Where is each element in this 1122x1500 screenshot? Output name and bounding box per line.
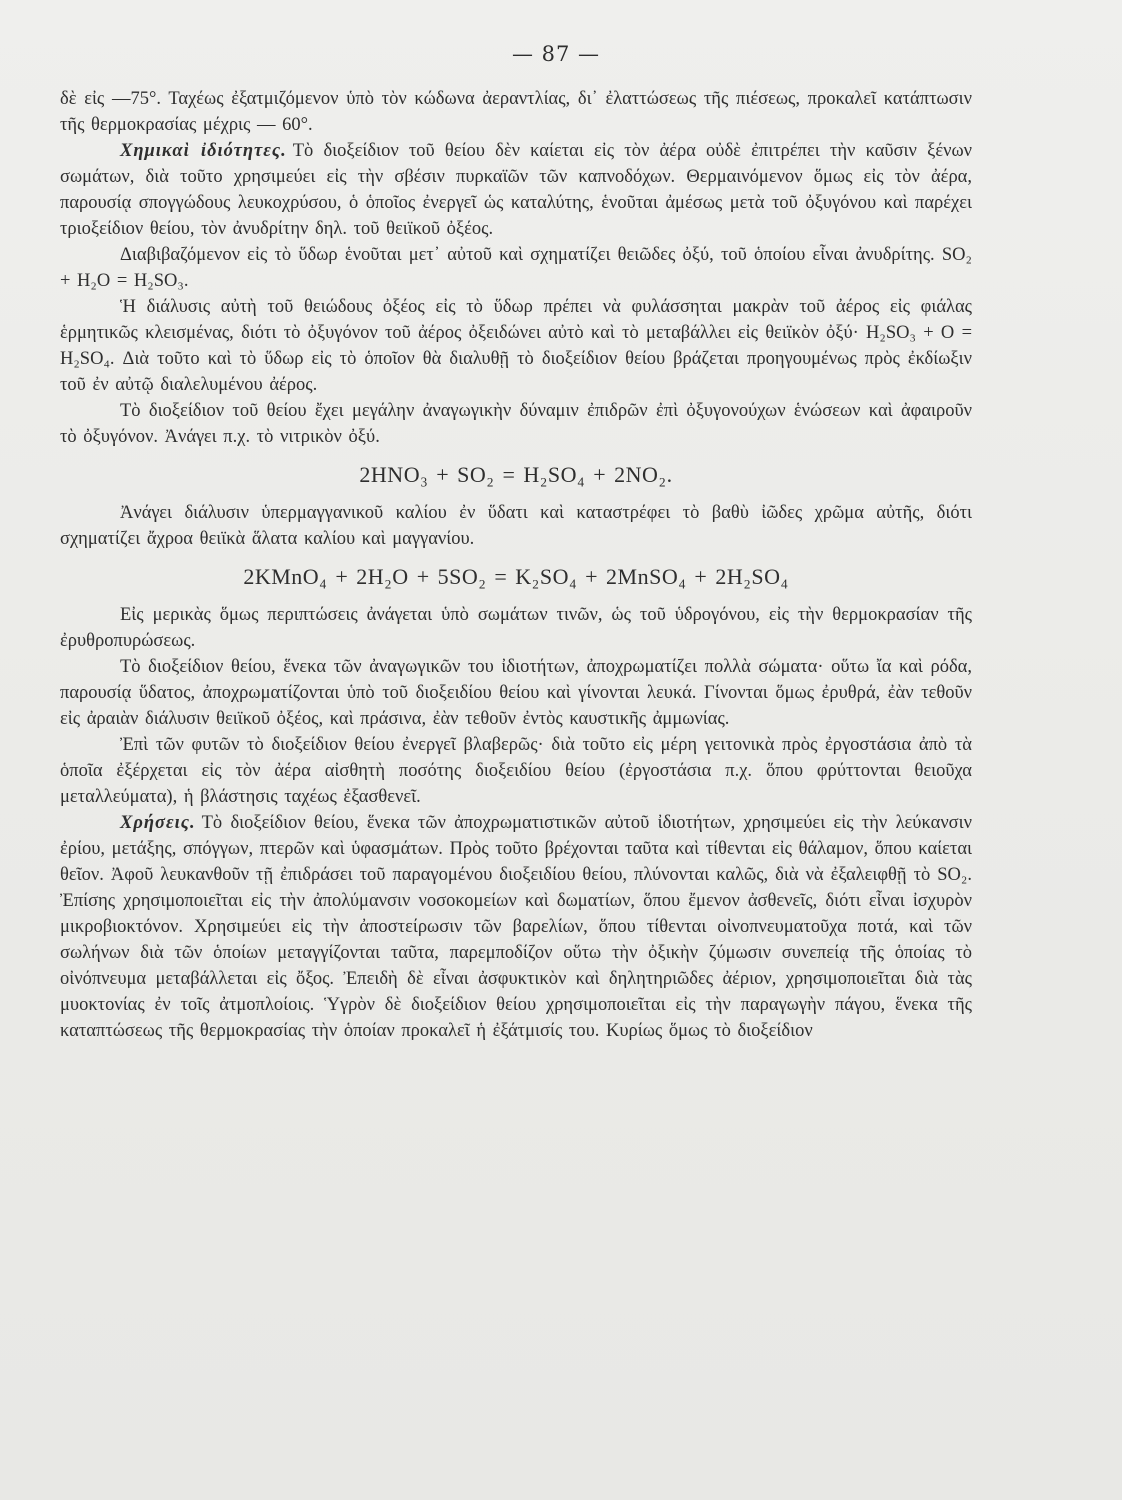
page-number: — 87 — xyxy=(511,42,601,66)
paragraph: Ἀνάγει διάλυσιν ὑπερμαγγανικοῦ καλίου ἐν ὕδατι καὶ καταστρέφει τὸ βαθὺ ἰῶδες χρῶμα αὐτῆς, διότι σχηματίζει ἄχροα θειϊκὰ ἅλατα καλίου καὶ μαγγανίου. xyxy=(60,503,972,549)
paragraph: Ἡ διάλυσις αὐτὴ τοῦ θειώδους ὀξέος εἰς τὸ ὕδωρ πρέπει νὰ φυλάσσηται μακρὰν τοῦ ἀέρος εἰς φιάλας ἑρμητικῶς κλεισμένας, διότι τὸ ὀξυγόνον τοῦ ἀέρος ὀξειδώνει αὐτὸ καὶ τὸ μεταβάλλει εἰς θειϊκὸν ὀξύ· H₂SO₃ + O = H₂SO₄. Διὰ τοῦτο καὶ τὸ ὕδωρ εἰς τὸ ὁποῖον θὰ διαλυθῇ τὸ διοξείδιον θείου βράζεται προηγουμένως πρὸς ἐκδίωξιν τοῦ ἐν αὐτῷ διαλελυμένου ἀέρος. xyxy=(60,297,972,395)
chemical-equation: 2HNO₃ + SO₂ = H₂SO₄ + 2NO₂. xyxy=(359,462,673,487)
paragraph: δὲ εἰς —75°. Ταχέως ἐξατμιζόμενον ὑπὸ τὸν κώδωνα ἀεραντλίας, δι᾽ ἐλαττώσεως τῆς πιέσεως, προκαλεῖ κατάπτωσιν τῆς θερμοκρασίας μέχρις — 60°. xyxy=(60,89,972,135)
paragraph-chemical-properties xyxy=(60,138,972,242)
paragraph: Εἰς μερικὰς ὅμως περιπτώσεις ἀνάγεται ὑπὸ σωμάτων τινῶν, ὡς τοῦ ὑδρογόνου, εἰς τὴν θερμοκρασίαν τῆς ἐρυθροπυρώσεως. xyxy=(60,605,972,651)
paragraph: Τὸ διοξείδιον θείου, ἕνεκα τῶν ἀναγωγικῶν του ἰδιοτήτων, ἀποχρωματίζει πολλὰ σώματα· οὕτω ἴα καὶ ρόδα, παρουσίᾳ ὕδατος, ἀποχρωματίζονται ὑπὸ τοῦ διοξειδίου θείου καὶ γίνονται λευκά. Γίνονται ὅμως ἐρυθρά, ἐὰν τεθοῦν εἰς ἀραιὰν διάλυσιν θειϊκοῦ ὀξέος, καὶ πράσινα, ἐὰν τεθοῦν ἐντὸς καυστικῆς ἀμμωνίας. xyxy=(60,657,972,729)
page-body xyxy=(60,86,972,1044)
paragraph-text: Τὸ διοξείδιον τοῦ θείου δὲν καίεται εἰς τὸν ἀέρα οὐδὲ ἐπιτρέπει τὴν καῦσιν ξένων σωμάτων, διὰ τοῦτο χρησιμεύει εἰς τὴν σβέσιν πυρκαϊῶν τῶν καπνοδόχων. Θερμαινόμενον ὅμως εἰς τὸν ἀέρα, παρουσίᾳ σπογγώδους λευκοχρύσου, ὁ ὁποῖος ἐνεργεῖ ὡς καταλύτης, ἑνοῦται ἀμέσως μετὰ τοῦ ὀξυγόνου καὶ παρέχει τριοξείδιον θείου, τὸν ἀνυδρίτην δηλ. τοῦ θειϊκοῦ ὀξέος. xyxy=(60,141,972,239)
section-heading: Χημικαὶ ἰδιότητες. xyxy=(120,141,287,161)
paragraph-uses xyxy=(60,810,972,1044)
paragraph: Διαβιβαζόμενον εἰς τὸ ὕδωρ ἑνοῦται μετ᾽ αὐτοῦ καὶ σχηματίζει θειῶδες ὀξύ, τοῦ ὁποίου εἶναι ἀνυδρίτης. SO₂ + H₂O = H₂SO₃. xyxy=(60,245,972,291)
paragraph: Τὸ διοξείδιον τοῦ θείου ἔχει μεγάλην ἀναγωγικὴν δύναμιν ἐπιδρῶν ἐπὶ ὀξυγονούχων ἑνώσεων καὶ ἀφαιροῦν τὸ ὀξυγόνον. Ἀνάγει π.χ. τὸ νιτρικὸν ὀξύ. xyxy=(60,401,972,447)
paragraph: Ἐπὶ τῶν φυτῶν τὸ διοξείδιον θείου ἐνεργεῖ βλαβερῶς· διὰ τοῦτο εἰς μέρη γειτονικὰ πρὸς ἐργοστάσια ἀπὸ τὰ ὁποῖα ἐξέρχεται εἰς τὸν ἀέρα αἰσθητὴ ποσότης διοξειδίου θείου (ἐργοστάσια π.χ. ὅπου φρύττονται θειοῦχα μεταλλεύματα), ἡ βλάστησις ταχέως ἐξασθενεῖ. xyxy=(60,735,972,807)
paragraph-text: Τὸ διοξείδιον θείου, ἕνεκα τῶν ἀποχρωματιστικῶν αὐτοῦ ἰδιοτήτων, χρησιμεύει εἰς τὴν λεύκανσιν ἐρίου, μετάξης, σπόγγων, πτερῶν καὶ ὑφασμάτων. Πρὸς τοῦτο βρέχονται ταῦτα καὶ τίθενται εἰς θάλαμον, ὅπου καίεται θεῖον. Ἀφοῦ λευκανθοῦν τῇ ἐπιδράσει τοῦ παραγομένου διοξειδίου θείου, πλύνονται καλῶς, διὰ νὰ ἐξαλειφθῇ τὸ SO₂. Ἐπίσης χρησιμοποιεῖται εἰς τὴν ἀπολύμανσιν νοσοκομείων καὶ δωματίων, ὅπου ἔμενον ἀσθενεῖς, διότι εἶναι ἰσχυρὸν μικροβιοκτόνον. Χρησιμεύει εἰς τὴν ἀποστείρωσιν τῶν βαρελίων, ὅπου τίθενται οἰνοπνευματοῦχα ποτά, καὶ τῶν σωλήνων διὰ τῶν ὁποίων μεταγγίζονται ταῦτα, παρεμποδίζον οὕτω τὴν ὀξικὴν ζύμωσιν συνεπείᾳ τῆς ὁποίας τὸ οἰνόπνευμα μεταβάλλεται εἰς ὄξος. Ἐπειδὴ δὲ εἶναι ἀσφυκτικὸν καὶ δηλητηριῶδες ἀέριον, χρησιμοποιεῖται διὰ τὰς μυοκτονίας ἐν τοῖς ἀτμοπλοίοις. Ὑγρὸν δὲ διοξείδιον θείου χρησιμοποιεῖται εἰς τὴν παραγωγὴν πάγου, ἕνεκα τῆς καταπτώσεως τῆς θερμοκρασίας τὴν ὁποίαν προκαλεῖ ἡ ἐξάτμισίς του. Κυρίως ὅμως τὸ διοξείδιον xyxy=(60,813,972,1041)
chemical-equation: 2KMnO₄ + 2H₂O + 5SO₂ = K₂SO₄ + 2MnSO₄ + 2H₂SO₄ xyxy=(243,564,789,589)
section-heading: Χρήσεις. xyxy=(120,813,196,833)
